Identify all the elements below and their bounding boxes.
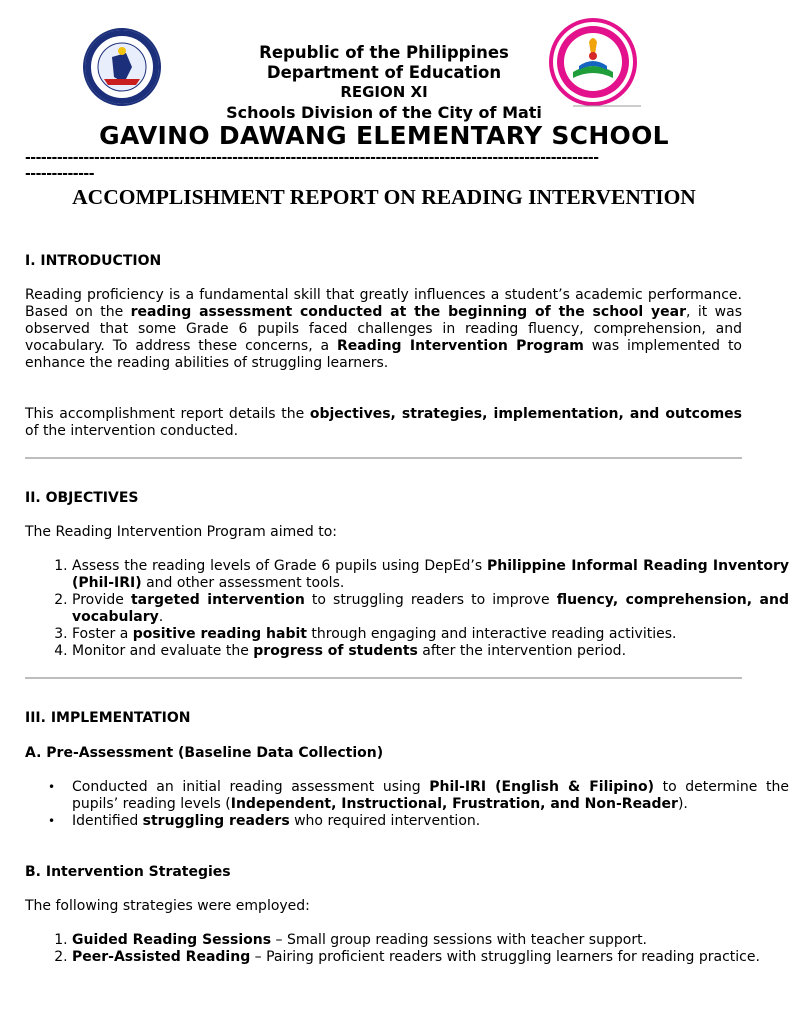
objectives-intro: The Reading Intervention Program aimed to: bbox=[25, 524, 338, 540]
header-divider: ------------------------------------------------------------------------------------------------------------ bbox=[25, 150, 599, 166]
section-heading-implementation: III. IMPLEMENTATION bbox=[25, 710, 191, 726]
text-run: to struggling readers to improve bbox=[304, 592, 557, 608]
list-item bbox=[72, 949, 789, 966]
bold-text: Peer-Assisted Reading bbox=[72, 949, 251, 965]
bold-text: positive reading habit bbox=[132, 626, 307, 642]
text-run: – Small group reading sessions with teacher support. bbox=[271, 932, 648, 948]
text-run: Foster a bbox=[72, 626, 133, 642]
subheading-pre-assessment: A. Pre-Assessment (Baseline Data Collection) bbox=[25, 745, 384, 761]
list-item bbox=[72, 592, 789, 626]
header-republic: Republic of the Philippines bbox=[259, 43, 509, 62]
section-divider bbox=[25, 457, 742, 459]
objectives-list bbox=[25, 558, 789, 660]
strategies-list bbox=[25, 932, 789, 966]
school-name: GAVINO DAWANG ELEMENTARY SCHOOL bbox=[99, 121, 669, 150]
header-region: REGION XI bbox=[340, 83, 428, 101]
section-heading-introduction: I. INTRODUCTION bbox=[25, 253, 162, 269]
text-run: Monitor and evaluate the bbox=[72, 643, 254, 659]
text-run: Provide bbox=[72, 592, 131, 608]
list-item bbox=[72, 558, 789, 592]
text-run: through engaging and interactive reading activities. bbox=[306, 626, 677, 642]
strategies-intro: The following strategies were employed: bbox=[25, 898, 310, 914]
bold-text: reading assessment conducted at the beginning of the school year bbox=[130, 304, 687, 320]
bold-text: Independent, Instructional, Frustration, and Non-Reader bbox=[230, 796, 678, 812]
subheading-intervention-strategies: B. Intervention Strategies bbox=[25, 864, 231, 880]
header-department: Department of Education bbox=[266, 63, 502, 82]
text-run: This accomplishment report details the bbox=[25, 406, 310, 422]
list-item bbox=[72, 779, 789, 813]
text-run: Identified bbox=[72, 813, 143, 829]
text-run: Reading proficiency is a fundamental skill that greatly influences a student’s academic performance. Based on the bbox=[25, 287, 742, 320]
header-division: Schools Division of the City of Mati bbox=[226, 103, 542, 122]
section-divider bbox=[25, 677, 742, 679]
text-run: of the intervention conducted. bbox=[25, 423, 239, 439]
text-run: , it was observed that some Grade 6 pupils faced challenges in reading fluency, comprehension, and vocabulary. To address these concerns, a bbox=[25, 304, 742, 354]
introduction-paragraph-2 bbox=[25, 406, 742, 440]
list-item bbox=[72, 626, 789, 643]
text-run: Assess the reading levels of Grade 6 pupils using DepEd’s bbox=[72, 558, 487, 574]
introduction-paragraph-1 bbox=[25, 287, 742, 372]
bold-text: Reading Intervention Program bbox=[337, 338, 584, 354]
bold-text: Phil-IRI (English & Filipino) bbox=[429, 779, 655, 795]
bold-text: targeted intervention bbox=[130, 592, 305, 608]
text-run: to determine the pupils’ reading levels ( bbox=[72, 779, 789, 812]
list-item bbox=[72, 813, 789, 830]
text-run: and other assessment tools. bbox=[141, 575, 345, 591]
bold-text: progress of students bbox=[253, 643, 418, 659]
header-divider-cont: ------------- bbox=[25, 166, 95, 182]
bold-text: struggling readers bbox=[142, 813, 290, 829]
text-run: ). bbox=[677, 796, 688, 812]
text-run: was implemented to enhance the reading abilities of struggling learners. bbox=[25, 338, 742, 371]
list-item bbox=[72, 643, 789, 660]
bold-text: fluency, comprehension, and vocabulary bbox=[72, 592, 789, 625]
list-item bbox=[72, 932, 789, 949]
text-run: who required intervention. bbox=[289, 813, 481, 829]
text-run: Conducted an initial reading assessment using bbox=[72, 779, 430, 795]
text-run: after the intervention period. bbox=[417, 643, 627, 659]
bold-text: Philippine Informal Reading Inventory (Phil-IRI) bbox=[72, 558, 789, 591]
bold-text: Guided Reading Sessions bbox=[72, 932, 272, 948]
text-run: – Pairing proficient readers with struggling learners for reading practice. bbox=[250, 949, 760, 965]
section-heading-objectives: II. OBJECTIVES bbox=[25, 490, 139, 506]
report-title: ACCOMPLISHMENT REPORT ON READING INTERVENTION bbox=[72, 185, 696, 209]
pre-assessment-list bbox=[25, 779, 789, 830]
text-run: . bbox=[158, 609, 164, 625]
bold-text: objectives, strategies, implementation, and outcomes bbox=[309, 406, 743, 422]
